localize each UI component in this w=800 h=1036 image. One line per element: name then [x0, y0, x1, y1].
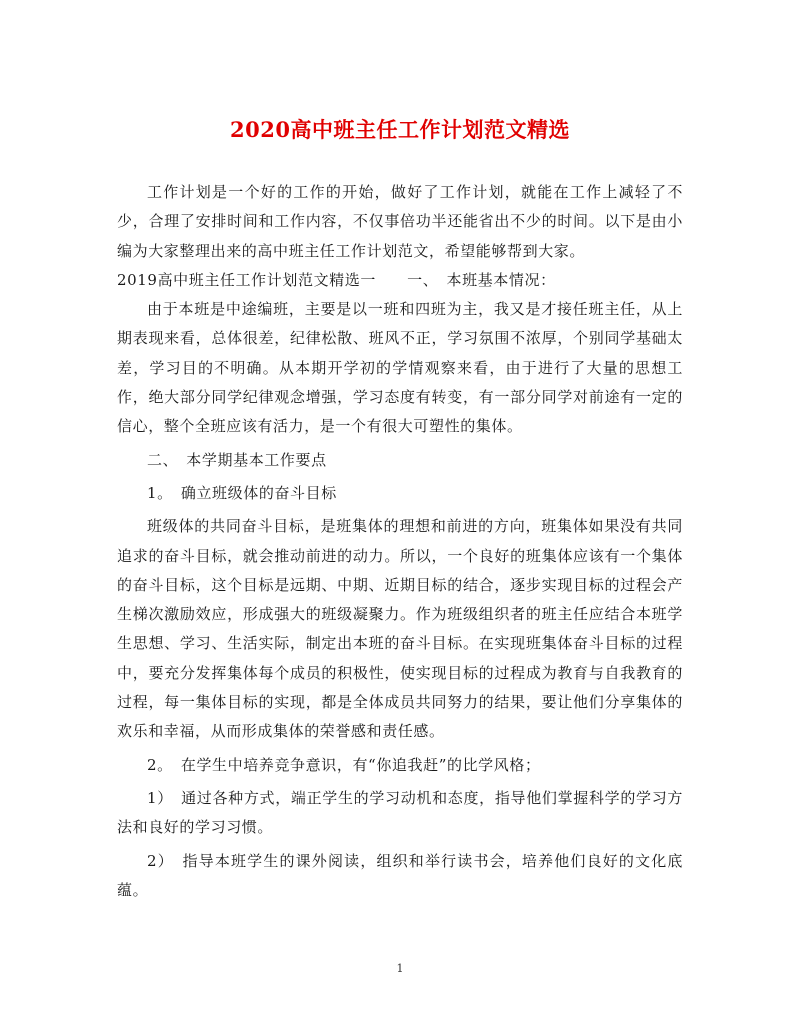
subheading-competition: 2。 在学生中培养竞争意识，有“你追我赶”的比学风格； [147, 755, 541, 774]
section-heading-basic-situation: 2019高中班主任工作计划范文精选一 一、 本班基本情况： [117, 270, 556, 289]
class-goal-paragraph: 班级体的共同奋斗目标，是班集体的理想和前进的方向，班集体如果没有共同追求的奋斗目标，就会推动前进的动力。所以，一个良好的班集体应该有一个集体的奋斗目标，这个目标是远期、中期、近期目标的结合，逐步实现目标的过程会产生梯次激励效应，形成强大的班级凝聚力。作为班级组织者的班主任应结合本班学生思想、学习、生活实际，制定出本班的奋斗目标。在实现班集体奋斗目标的过程中，要充分发挥集体每个成员的积极性，使实现目标的过程成为教育与自我教育的过程，每一集体目标的实现，都是全体成员共同努力的结果，要让他们分享集体的欢乐和幸福，从而形成集体的荣誉感和责任感。 [117, 517, 683, 741]
section-heading-work-points: 二、 本学期基本工作要点 [147, 450, 327, 469]
class-situation-paragraph: 由于本班是中途编班，主要是以一班和四班为主，我又是才接任班主任，从上期表现来看，总体很差，纪律松散、班风不正，学习氛围不浓厚，个别同学基础太差，学习目的不明确。从本期开学初的学情观察来看，由于进行了大量的思想工作，绝大部分同学纪律观念增强，学习态度有转变，有一部分同学对前途有一定的信心，整个全班应该有活力，是一个有很大可塑性的集体。 [117, 300, 683, 436]
document-body [117, 178, 683, 905]
page-number: 1 [396, 962, 404, 975]
page-title: 2020高中班主任工作计划范文精选 [230, 117, 570, 142]
subheading-class-goal: 1。 确立班级体的奋斗目标 [147, 483, 337, 502]
list-item-extracurricular-reading: 2） 指导本班学生的课外阅读，组织和举行读书会，培养他们良好的文化底蕴。 [117, 851, 683, 899]
list-item-learning-motivation: 1） 通过各种方式，端正学生的学习动机和态度，指导他们掌握科学的学习方法和良好的学习习惯。 [117, 788, 683, 837]
intro-paragraph: 工作计划是一个好的工作的开始，做好了工作计划，就能在工作上减轻了不少，合理了安排时间和工作内容，不仅事倍功半还能省出不少的时间。以下是由小编为大家整理出来的高中班主任工作计划范文，希望能够帮到大家。 [117, 183, 683, 260]
